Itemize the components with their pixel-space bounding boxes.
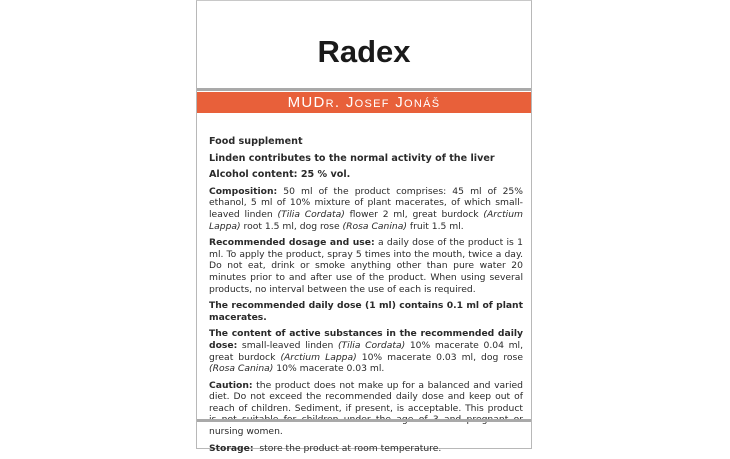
caution-label: Caution:	[209, 379, 253, 391]
storage-label: Storage:	[209, 442, 254, 454]
text: store the product at room temperature.	[253, 442, 442, 454]
text: the product does not make up for a balanced and varied diet. Do not exceed the recommended daily dose and keep out of reach of children. Sediment, if present, is acceptable. This product nursing women.	[209, 379, 523, 438]
daily-dose-paragraph: The recommended daily dose (1 ml) contains 0.1 ml of plant macerates.	[209, 300, 523, 323]
heading-claim: Linden contributes to the normal activity of the liver	[209, 152, 495, 164]
heading-food-supplement: Food supplement	[209, 136, 303, 147]
text: 50 ml of the product comprises: 45 ml of 25% ethanol, 5 ml of 10% mixture of plant macerates, of which small-leaved linden	[209, 185, 523, 220]
text: 10% macerate 0.04 ml, great burdock	[209, 339, 523, 363]
product-title: Radex	[317, 34, 411, 69]
text: fruit 1.5 ml.	[406, 220, 464, 232]
label-body	[209, 136, 523, 459]
heading-alcohol: Alcohol content: 25 % vol.	[209, 169, 351, 181]
latin-name: (Arctium Lappa)	[209, 208, 524, 232]
composition-label: Composition:	[209, 185, 278, 197]
dosage-label: Recommended dosage and use:	[209, 237, 375, 249]
text: small-leaved linden	[237, 339, 338, 351]
dosage-paragraph	[209, 237, 523, 295]
text: a daily dose of the product is 1 ml. To apply the product, spray 5 times into the mouth, twice a day. Do not eat, drink or smoke anything other than pure water 20 minutes prior to and after use of the product. When using several products, no interval between the use of each is required.	[209, 237, 523, 295]
latin-name: (Arctium Lappa)	[280, 351, 357, 363]
text: root 1.5 ml, dog rose	[240, 220, 343, 232]
active-label: The content of active substances in the recommended daily dose:	[209, 328, 523, 351]
latin-name: (Tilia Cordata)	[277, 208, 345, 220]
latin-name: (Rosa Canina)	[209, 363, 274, 375]
latin-name: (Rosa Canina)	[342, 220, 407, 232]
active-paragraph	[209, 328, 523, 374]
divider	[197, 88, 531, 91]
author-band: MUDr. Josef Jonáš	[197, 92, 531, 113]
text: flower 2 ml, great burdock	[344, 208, 484, 220]
text: 10% macerate 0.03 ml, dog rose	[356, 351, 523, 363]
product-label	[196, 0, 532, 454]
bottom-divider	[197, 419, 531, 422]
text: 10% macerate 0.03 ml.	[273, 363, 385, 375]
storage-paragraph	[209, 443, 523, 455]
latin-name: (Tilia Cordata)	[337, 339, 406, 351]
caution-paragraph	[209, 380, 523, 438]
composition-paragraph	[209, 186, 523, 232]
